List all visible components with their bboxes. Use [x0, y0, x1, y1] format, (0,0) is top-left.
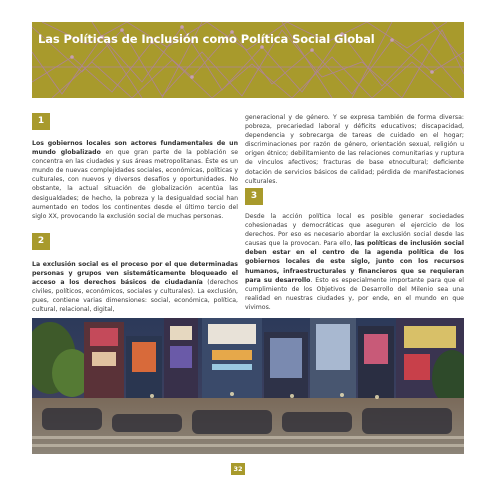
section-3-paragraph: [245, 212, 464, 312]
section-3-text-end: . Esto es especialmente importante para que el cumplimiento de los Objetivos de Desarrollo del Milenio sea una realidad en nuestras ciudades y, por ende, en el mundo en que vivimos.: [245, 276, 465, 311]
section-number-1: 1: [32, 113, 50, 130]
section-3-text-start: Desde la acción política local es posible generar sociedades cohesionadas y democráticas que aseguren el ejercicio de los derechos. Por eso es necesario abordar la exclusión social desde las causas que la provocan. Para ello,: [245, 213, 464, 248]
section-1-bold: Los gobiernos locales son actores fundamentales de un mundo globalizado: [32, 140, 238, 157]
section-number-2: 2: [32, 233, 50, 250]
page-title: Las Políticas de Inclusión como Política Social Global: [38, 32, 375, 46]
page-number: 32: [231, 463, 245, 475]
section-1-text: en que gran parte de la población se concentra en las ciudades y sus áreas metropolitanas. Éste es un mundo de nuevas complejidades sociales, económicas, políticas y culturales, con nuevos y diversos desafíos y oportunidades. No obstante, la actual situación de globalización acentúa las desigualdades; de hecho, la pobreza y la desigualdad social han aumentado en todos los continentes desde el último tercio del siglo XX, provocando la exclusión social de muchas personas.: [32, 149, 238, 220]
section-number-3: 3: [245, 188, 263, 205]
section-2-continuation: generacional y de género. Y se expresa también de forma diversa: pobreza, precariedad laboral y déficits educativos; discapacidad, dependencia y sobrecarga de tareas de cuidado en el hogar; discriminaciones por razón de género, orientación sexual, religión u origen étnico; debilitamiento de las relaciones comunitarias y ruptura de vínculos afectivos; fracturas de base etnocultural; deficiente dotación de servicios básicos de calidad; pérdida de manifestaciones culturales.: [245, 114, 464, 185]
section-2-text: (derechos civiles, políticos, económicos, sociales y culturales). La exclusión, pues, contiene varias dimensiones: social, económica, política, cultural, relacional, digital,: [32, 279, 238, 314]
section-2-bold: La exclusión social es el proceso por el que determinadas personas y grupos ven sistemáticamente bloqueado el acceso a los derechos básicos de ciudadanía: [32, 261, 238, 287]
section-2-paragraph: [32, 260, 238, 315]
city-crossing-photo: [32, 318, 464, 454]
section-3-bold: las políticas de inclusión social deben estar en el centro de la agenda política de los gobiernos locales de este siglo, junto con los recursos humanos, infraestructurales y financieros que se requieran para su desarrollo: [245, 240, 464, 284]
title-banner: [32, 22, 464, 98]
section-1-paragraph: [32, 139, 238, 221]
